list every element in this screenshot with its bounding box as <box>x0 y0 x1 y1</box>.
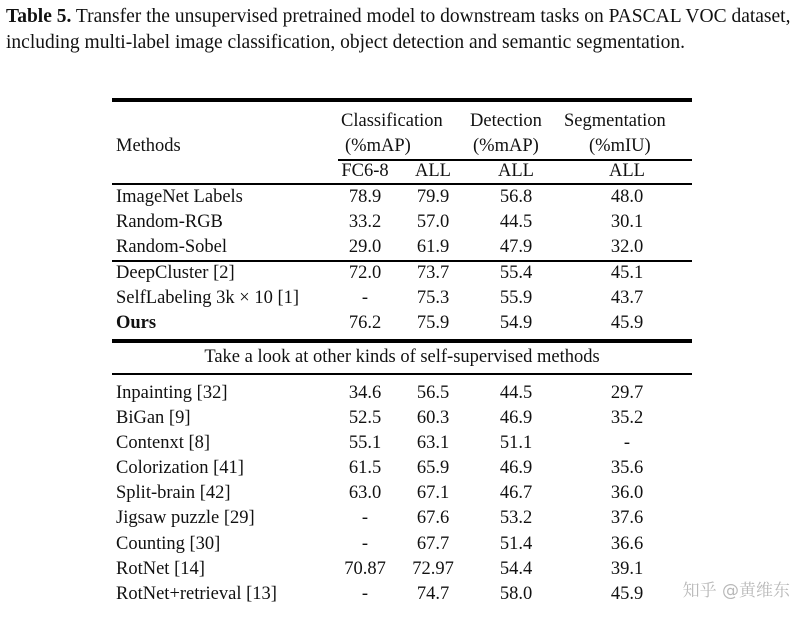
header-detection: Detection <box>470 111 542 131</box>
fc-value: - <box>361 508 369 528</box>
table-row <box>112 210 692 235</box>
header-classification-unit: (%mAP) <box>345 136 411 156</box>
all-value: 75.3 <box>416 288 450 308</box>
segmentation-value: 45.9 <box>610 313 644 333</box>
header-all-detection: ALL <box>498 161 534 181</box>
table-row <box>112 431 692 456</box>
all-value: 72.97 <box>412 559 454 579</box>
detection-value: 47.9 <box>499 237 533 257</box>
detection-value: 44.5 <box>499 212 533 232</box>
method-name: SelfLabeling 3k × 10 [1] <box>116 288 300 308</box>
segmentation-value: 30.1 <box>610 212 644 232</box>
all-value: 74.7 <box>416 584 450 604</box>
header-segmentation: Segmentation <box>564 111 666 131</box>
table-caption <box>6 4 794 56</box>
header-classification: Classification <box>341 111 443 131</box>
method-name: RotNet [14] <box>116 559 205 579</box>
header-all-classification: ALL <box>415 161 451 181</box>
header-all-segmentation: ALL <box>609 161 645 181</box>
all-value: 75.9 <box>416 313 450 333</box>
fc-value: 61.5 <box>348 458 382 478</box>
header-methods: Methods <box>116 136 181 156</box>
fc-value: 70.87 <box>344 559 386 579</box>
all-value: 67.6 <box>416 508 450 528</box>
method-name: Random-Sobel <box>116 237 227 257</box>
method-name: ImageNet Labels <box>116 187 243 207</box>
detection-value: 51.4 <box>499 534 533 554</box>
segmentation-value: 32.0 <box>610 237 644 257</box>
table-row <box>112 261 692 286</box>
all-value: 63.1 <box>416 433 450 453</box>
method-name: Ours <box>116 313 157 333</box>
caption-label: Table 5. <box>6 6 72 27</box>
all-value: 57.0 <box>416 212 450 232</box>
segmentation-value: 29.7 <box>610 383 644 403</box>
segmentation-value: 45.1 <box>610 263 644 283</box>
detection-value: 55.4 <box>499 263 533 283</box>
method-name: Inpainting [32] <box>116 383 228 403</box>
fc-value: 29.0 <box>348 237 382 257</box>
fc-value: 78.9 <box>348 187 382 207</box>
table-row <box>112 235 692 260</box>
table-row <box>112 381 692 406</box>
segmentation-value: 48.0 <box>610 187 644 207</box>
detection-value: 58.0 <box>499 584 533 604</box>
segmentation-value: 36.0 <box>610 483 644 503</box>
segmentation-value: - <box>623 433 631 453</box>
detection-value: 56.8 <box>499 187 533 207</box>
table-row <box>112 481 692 506</box>
zhihu-watermark: 知乎 @黄维东 <box>682 581 790 601</box>
method-name: BiGan [9] <box>116 408 191 428</box>
all-value: 65.9 <box>416 458 450 478</box>
fc-value: 33.2 <box>348 212 382 232</box>
detection-value: 46.9 <box>499 458 533 478</box>
fc-value: 55.1 <box>348 433 382 453</box>
table-row <box>112 456 692 481</box>
method-name: RotNet+retrieval [13] <box>116 584 277 604</box>
method-name: Colorization [41] <box>116 458 244 478</box>
method-name: Jigsaw puzzle [29] <box>116 508 255 528</box>
detection-value: 51.1 <box>499 433 533 453</box>
method-name: Random-RGB <box>116 212 223 232</box>
table-row <box>112 185 692 210</box>
section-bottom-rule <box>112 373 692 375</box>
segmentation-value: 39.1 <box>610 559 644 579</box>
detection-value: 46.7 <box>499 483 533 503</box>
header-subrow <box>112 159 692 184</box>
fc-value: 34.6 <box>348 383 382 403</box>
header-segmentation-unit: (%mIU) <box>589 136 651 156</box>
fc-value: - <box>361 288 369 308</box>
table-row <box>112 582 692 607</box>
all-value: 79.9 <box>416 187 450 207</box>
fc-value: 72.0 <box>348 263 382 283</box>
segmentation-value: 45.9 <box>610 584 644 604</box>
table-row <box>112 532 692 557</box>
fc-value: - <box>361 584 369 604</box>
segmentation-value: 36.6 <box>610 534 644 554</box>
segmentation-value: 43.7 <box>610 288 644 308</box>
segmentation-value: 37.6 <box>610 508 644 528</box>
method-name: Counting [30] <box>116 534 221 554</box>
detection-value: 44.5 <box>499 383 533 403</box>
segmentation-value: 35.2 <box>610 408 644 428</box>
table-row <box>112 557 692 582</box>
header-detection-unit: (%mAP) <box>473 136 539 156</box>
all-value: 73.7 <box>416 263 450 283</box>
section-top-rule <box>112 339 692 343</box>
all-value: 56.5 <box>416 383 450 403</box>
all-value: 67.1 <box>416 483 450 503</box>
method-name: Contenxt [8] <box>116 433 211 453</box>
fc-value: - <box>361 534 369 554</box>
table-row <box>112 406 692 431</box>
detection-value: 54.4 <box>499 559 533 579</box>
header-fc6-8: FC6-8 <box>341 161 389 181</box>
method-name: Split-brain [42] <box>116 483 231 503</box>
detection-value: 46.9 <box>499 408 533 428</box>
detection-value: 55.9 <box>499 288 533 308</box>
fc-value: 63.0 <box>348 483 382 503</box>
top-rule <box>112 98 692 102</box>
caption-text: Transfer the unsupervised pretrained model to downstream tasks on PASCAL VOC dataset, including multi-label image classification, object detection and semantic segmentation. <box>6 6 791 53</box>
all-value: 67.7 <box>416 534 450 554</box>
section-title: Take a look at other kinds of self-supervised methods <box>204 347 600 367</box>
detection-value: 54.9 <box>499 313 533 333</box>
segmentation-value: 35.6 <box>610 458 644 478</box>
fc-value: 76.2 <box>348 313 382 333</box>
fc-value: 52.5 <box>348 408 382 428</box>
all-value: 61.9 <box>416 237 450 257</box>
method-name: DeepCluster [2] <box>116 263 235 283</box>
table-row <box>112 506 692 531</box>
table-row <box>112 286 692 311</box>
detection-value: 53.2 <box>499 508 533 528</box>
table-row-ours <box>112 311 692 336</box>
all-value: 60.3 <box>416 408 450 428</box>
